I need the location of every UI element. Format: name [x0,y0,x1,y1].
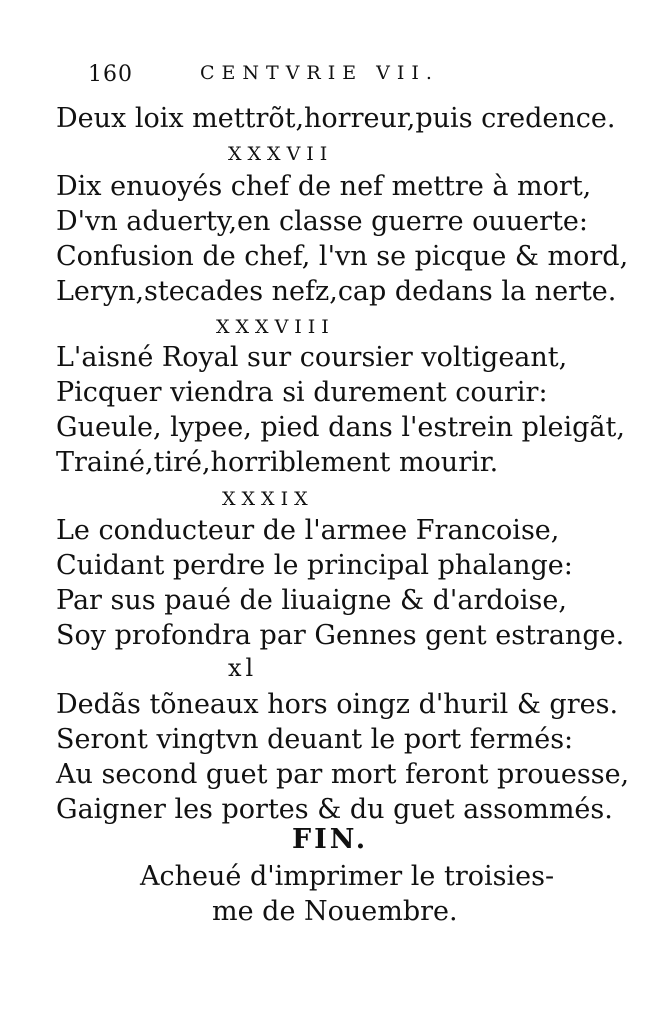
quatrain-numeral: XXXVIII [216,316,335,338]
fin-heading: FIN. [292,824,369,855]
verse-line: Gueule, lypee, pied dans l'estrein pleigãt, [56,412,625,443]
verse-line: Picquer viendra si durement courir: [56,377,548,408]
quatrain-numeral: XXXVII [228,143,334,165]
verse-line: Cuidant perdre le principal phalange: [56,550,573,581]
verse-line: Gaigner les portes & du guet assommés. [56,794,613,825]
quatrain-numeral: xl [228,654,258,682]
verse-line: Dedãs tõneaux hors oingz d'huril & gres. [56,689,619,720]
verse-line: D'vn aduerty,en classe guerre ouuerte: [56,206,588,237]
colophon-line: Acheué d'imprimer le troisies- [140,861,555,892]
verse-line: Confusion de chef, l'vn se picque & mord, [56,241,629,272]
verse-line: Soy profondra par Gennes gent estrange. [56,620,625,651]
colophon-line: me de Nouembre. [212,896,458,927]
verse-line: Le conducteur de l'armee Francoise, [56,515,560,546]
verse-line: Seront vingtvn deuant le port fermés: [56,724,574,755]
verse-line: L'aisné Royal sur coursier voltigeant, [56,342,568,373]
verse-line: Leryn,stecades nefz,cap dedans la nerte. [56,276,617,307]
page-header [60,62,580,96]
running-title: CENTVRIE VII. [200,62,439,84]
quatrain-numeral: XXXIX [222,488,314,510]
page-number: 160 [88,62,133,87]
verse-line: Par sus paué de liuaigne & d'ardoise, [56,585,567,616]
carry-over-verse-line: Deux loix mettrõt,horreur,puis credence. [56,103,616,134]
verse-line: Dix enuoyés chef de nef mettre à mort, [56,171,592,202]
verse-line: Trainé,tiré,horriblement mourir. [56,447,499,478]
verse-line: Au second guet par mort feront prouesse, [56,759,630,790]
